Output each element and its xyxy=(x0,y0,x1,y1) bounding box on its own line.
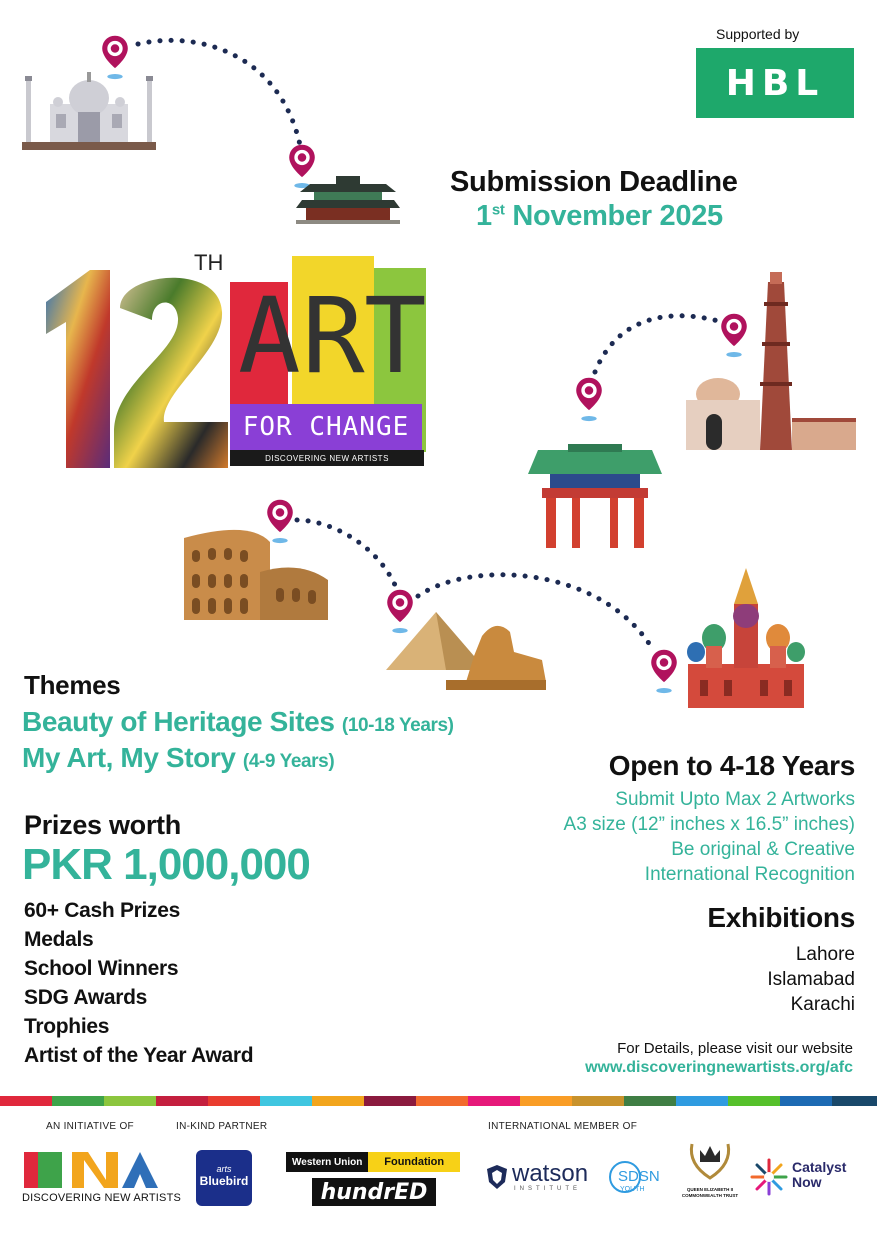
eligibility-item: A3 size (12” inches x 16.5” inches) xyxy=(563,814,855,835)
color-stripe-segment xyxy=(364,1096,416,1106)
watson-shield-icon xyxy=(486,1164,508,1190)
location-pin-icon xyxy=(647,648,681,694)
color-stripe-segment xyxy=(468,1096,520,1106)
eligibility-item: International Recognition xyxy=(644,864,855,885)
international-label: INTERNATIONAL MEMBER OF xyxy=(488,1121,638,1132)
eligibility-heading: Open to 4-18 Years xyxy=(608,750,855,781)
taj-mahal-illustration xyxy=(22,62,156,150)
prize-list xyxy=(24,896,253,1070)
deadline-month-year: November 2025 xyxy=(504,200,723,232)
sdsn-text: SDSN xyxy=(618,1168,660,1185)
prize-list-item: SDG Awards xyxy=(24,986,148,1009)
arts-bluebird-logo xyxy=(196,1150,252,1206)
art-for-change-logo xyxy=(40,250,430,468)
letter-t: T xyxy=(364,275,427,397)
watson-institute-logo xyxy=(486,1160,596,1196)
theme-ages: (10-18 Years) xyxy=(341,715,454,736)
korean-palace-illustration xyxy=(296,172,400,224)
prize-amount: PKR 1,000,000 xyxy=(22,840,310,889)
exhibition-cities xyxy=(655,942,855,1017)
exhibition-city: Karachi xyxy=(790,994,855,1015)
western-union-foundation-logo xyxy=(286,1152,460,1172)
details-text: For Details, please visit our website xyxy=(617,1040,853,1057)
theme-item xyxy=(22,742,334,774)
color-stripe-segment xyxy=(52,1096,104,1106)
logo-subtitle: DISCOVERING NEW ARTISTS xyxy=(230,450,424,466)
hbl-logo-text: HBL xyxy=(725,62,825,104)
catalyst-text-line: Catalyst xyxy=(792,1159,847,1175)
deadline-date xyxy=(476,200,723,233)
queen-elizabeth-trust-logo xyxy=(680,1134,740,1214)
location-pin-icon xyxy=(572,376,606,422)
catalyst-text-line: Now xyxy=(792,1174,822,1190)
eligibility-item: Submit Upto Max 2 Artworks xyxy=(615,789,855,810)
chinese-gate-illustration xyxy=(528,440,662,548)
twelve-mosaic-numeral xyxy=(40,262,232,468)
deadline-day-suffix: st xyxy=(491,201,505,219)
color-stripe-segment xyxy=(0,1096,52,1106)
dna-logo xyxy=(22,1150,182,1206)
watson-sub-text: INSTITUTE xyxy=(514,1186,581,1192)
website-link[interactable]: www.discoveringnewartists.org/afc xyxy=(585,1059,853,1076)
eligibility-item: Be original & Creative xyxy=(671,839,855,860)
color-stripe-segment xyxy=(416,1096,468,1106)
color-stripe-segment xyxy=(728,1096,780,1106)
color-stripe-segment xyxy=(312,1096,364,1106)
prizes-heading: Prizes worth xyxy=(24,810,181,840)
exhibition-city: Lahore xyxy=(795,944,855,965)
initiative-label: AN INITIATIVE OF xyxy=(46,1121,134,1132)
st-basils-cathedral-illustration xyxy=(684,568,808,708)
prize-list-item: Medals xyxy=(24,928,94,951)
inkind-label: IN-KIND PARTNER xyxy=(176,1121,268,1132)
prize-list-item: 60+ Cash Prizes xyxy=(24,899,181,922)
pyramid-sphinx-illustration xyxy=(386,608,546,690)
exhibitions-heading: Exhibitions xyxy=(707,902,855,933)
for-change-band xyxy=(230,404,422,450)
prize-list-item: School Winners xyxy=(24,957,179,980)
watson-text: watson xyxy=(512,1160,589,1187)
bluebird-text: Bluebird xyxy=(199,1174,249,1188)
letter-r: R xyxy=(302,275,365,397)
queen-elizabeth-trust-text: QUEEN ELIZABETH II COMMONWEALTH TRUST xyxy=(681,1187,739,1198)
prize-list-item: Artist of the Year Award xyxy=(24,1044,254,1067)
dna-logo-mark xyxy=(22,1150,162,1190)
color-stripe-segment xyxy=(520,1096,572,1106)
catalyst-burst-icon xyxy=(750,1158,788,1196)
sdsn-sub-text: YOUTH xyxy=(620,1186,645,1193)
bluebird-small-text: arts xyxy=(216,1164,232,1174)
prize-list-item: Trophies xyxy=(24,1015,110,1038)
color-stripe-segment xyxy=(572,1096,624,1106)
hbl-logo xyxy=(696,48,854,118)
dna-caption: DISCOVERING NEW ARTISTS xyxy=(22,1192,182,1204)
color-stripe-segment xyxy=(832,1096,877,1106)
ordinal-suffix: TH xyxy=(194,250,224,275)
color-stripe-segment xyxy=(156,1096,208,1106)
exhibition-city: Islamabad xyxy=(767,969,855,990)
hundred-logo: hundrED xyxy=(312,1178,436,1206)
themes-heading: Themes xyxy=(24,670,121,700)
deadline-day: 1 xyxy=(476,200,492,232)
crown-wreath-icon xyxy=(684,1134,736,1180)
colosseum-illustration xyxy=(180,524,328,620)
qutub-minar-illustration xyxy=(684,272,856,452)
color-stripe-segment xyxy=(676,1096,728,1106)
catalyst-now-logo xyxy=(750,1156,860,1198)
theme-name: My Art, My Story xyxy=(22,742,236,773)
letter-a: A xyxy=(238,275,301,397)
color-stripe-segment xyxy=(104,1096,156,1106)
sdsn-youth-logo xyxy=(608,1160,672,1196)
theme-name: Beauty of Heritage Sites xyxy=(22,706,335,737)
wu-right-text: Foundation xyxy=(368,1152,460,1172)
catalyst-text xyxy=(792,1160,846,1190)
color-stripe-segment xyxy=(208,1096,260,1106)
color-stripe-segment xyxy=(260,1096,312,1106)
for-change-text: FOR CHANGE xyxy=(242,412,410,442)
color-stripe-segment xyxy=(624,1096,676,1106)
theme-ages: (4-9 Years) xyxy=(242,751,335,772)
theme-item xyxy=(22,706,454,738)
wu-left-text: Western Union xyxy=(286,1152,368,1172)
color-stripe-segment xyxy=(780,1096,832,1106)
deadline-title: Submission Deadline xyxy=(450,166,738,198)
supported-by-label: Supported by xyxy=(716,26,800,42)
eligibility-list xyxy=(435,787,855,887)
